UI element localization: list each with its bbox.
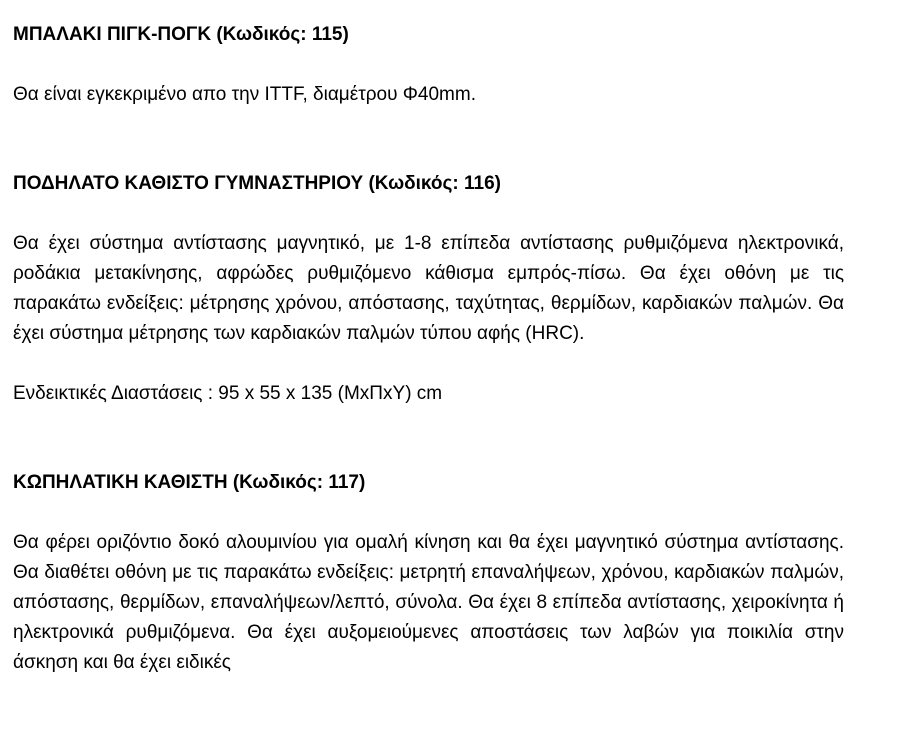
section-body-ping-pong-ball: Θα είναι εγκεκριμένο απο την ITTF, διαμέτρου Φ40mm. <box>13 84 476 105</box>
section-body-exercise-bike: Θα έχει σύστημα αντίστασης μαγνητικό, με 1-8 επίπεδα αντίστασης ρυθμιζόμενα ηλεκτρονικά, ροδάκια μετακίνησης, αφρώδες ρυθμιζόμενο κάθισμα εμπρός-πίσω. Θα έχει οθόνη με τις παρακάτω ενδείξεις: μέτρησης χρόνου, απόστασης, ταχύτητας, θερμίδων, καρδιακών παλμών. Θα έχει σύστημα μέτρησης των καρδιακών παλμών τύπου αφής (HRC). <box>13 233 844 344</box>
section-title-ping-pong-ball: ΜΠΑΛΑΚΙ ΠΙΓΚ-ΠΟΓΚ (Κωδικός: 115) <box>13 24 349 45</box>
spacer <box>13 199 844 229</box>
spacer <box>13 50 844 80</box>
section-title-rowing-machine: ΚΩΠΗΛΑΤΙΚΗ ΚΑΘΙΣΤΗ (Κωδικός: 117) <box>13 472 366 493</box>
section-dimensions-exercise-bike: Ενδεικτικές Διαστάσεις : 95 x 55 x 135 (ΜxΠxΥ) cm <box>13 383 443 404</box>
spacer <box>13 498 844 528</box>
section-body-rowing-machine: Θα φέρει οριζόντιο δοκό αλουμινίου για ομαλή κίνηση και θα έχει μαγνητικό σύστημα αντίστασης. Θα διαθέτει οθόνη με τις παρακάτω ενδείξεις: μετρητή επαναλήψεων, χρόνου, καρδιακών παλμών, απόστασης, θερμίδων, επαναλήψεων/λεπτό, σύνολα. Θα έχει 8 επίπεδα αντίστασης, χειροκίνητα ή ηλεκτρονικά ρυθμιζόμενα. Θα έχει αυξομειούμενες αποστάσεις των λαβών για ποικιλία στην άσκηση και θα έχει ειδικές <box>13 532 844 673</box>
spacer <box>13 409 844 468</box>
section-title-exercise-bike: ΠΟΔΗΛΑΤΟ ΚΑΘΙΣΤΟ ΓΥΜΝΑΣΤΗΡΙΟΥ (Κωδικός: 116) <box>13 173 501 194</box>
document-page <box>13 20 844 678</box>
spacer <box>13 110 844 169</box>
spacer <box>13 349 844 379</box>
